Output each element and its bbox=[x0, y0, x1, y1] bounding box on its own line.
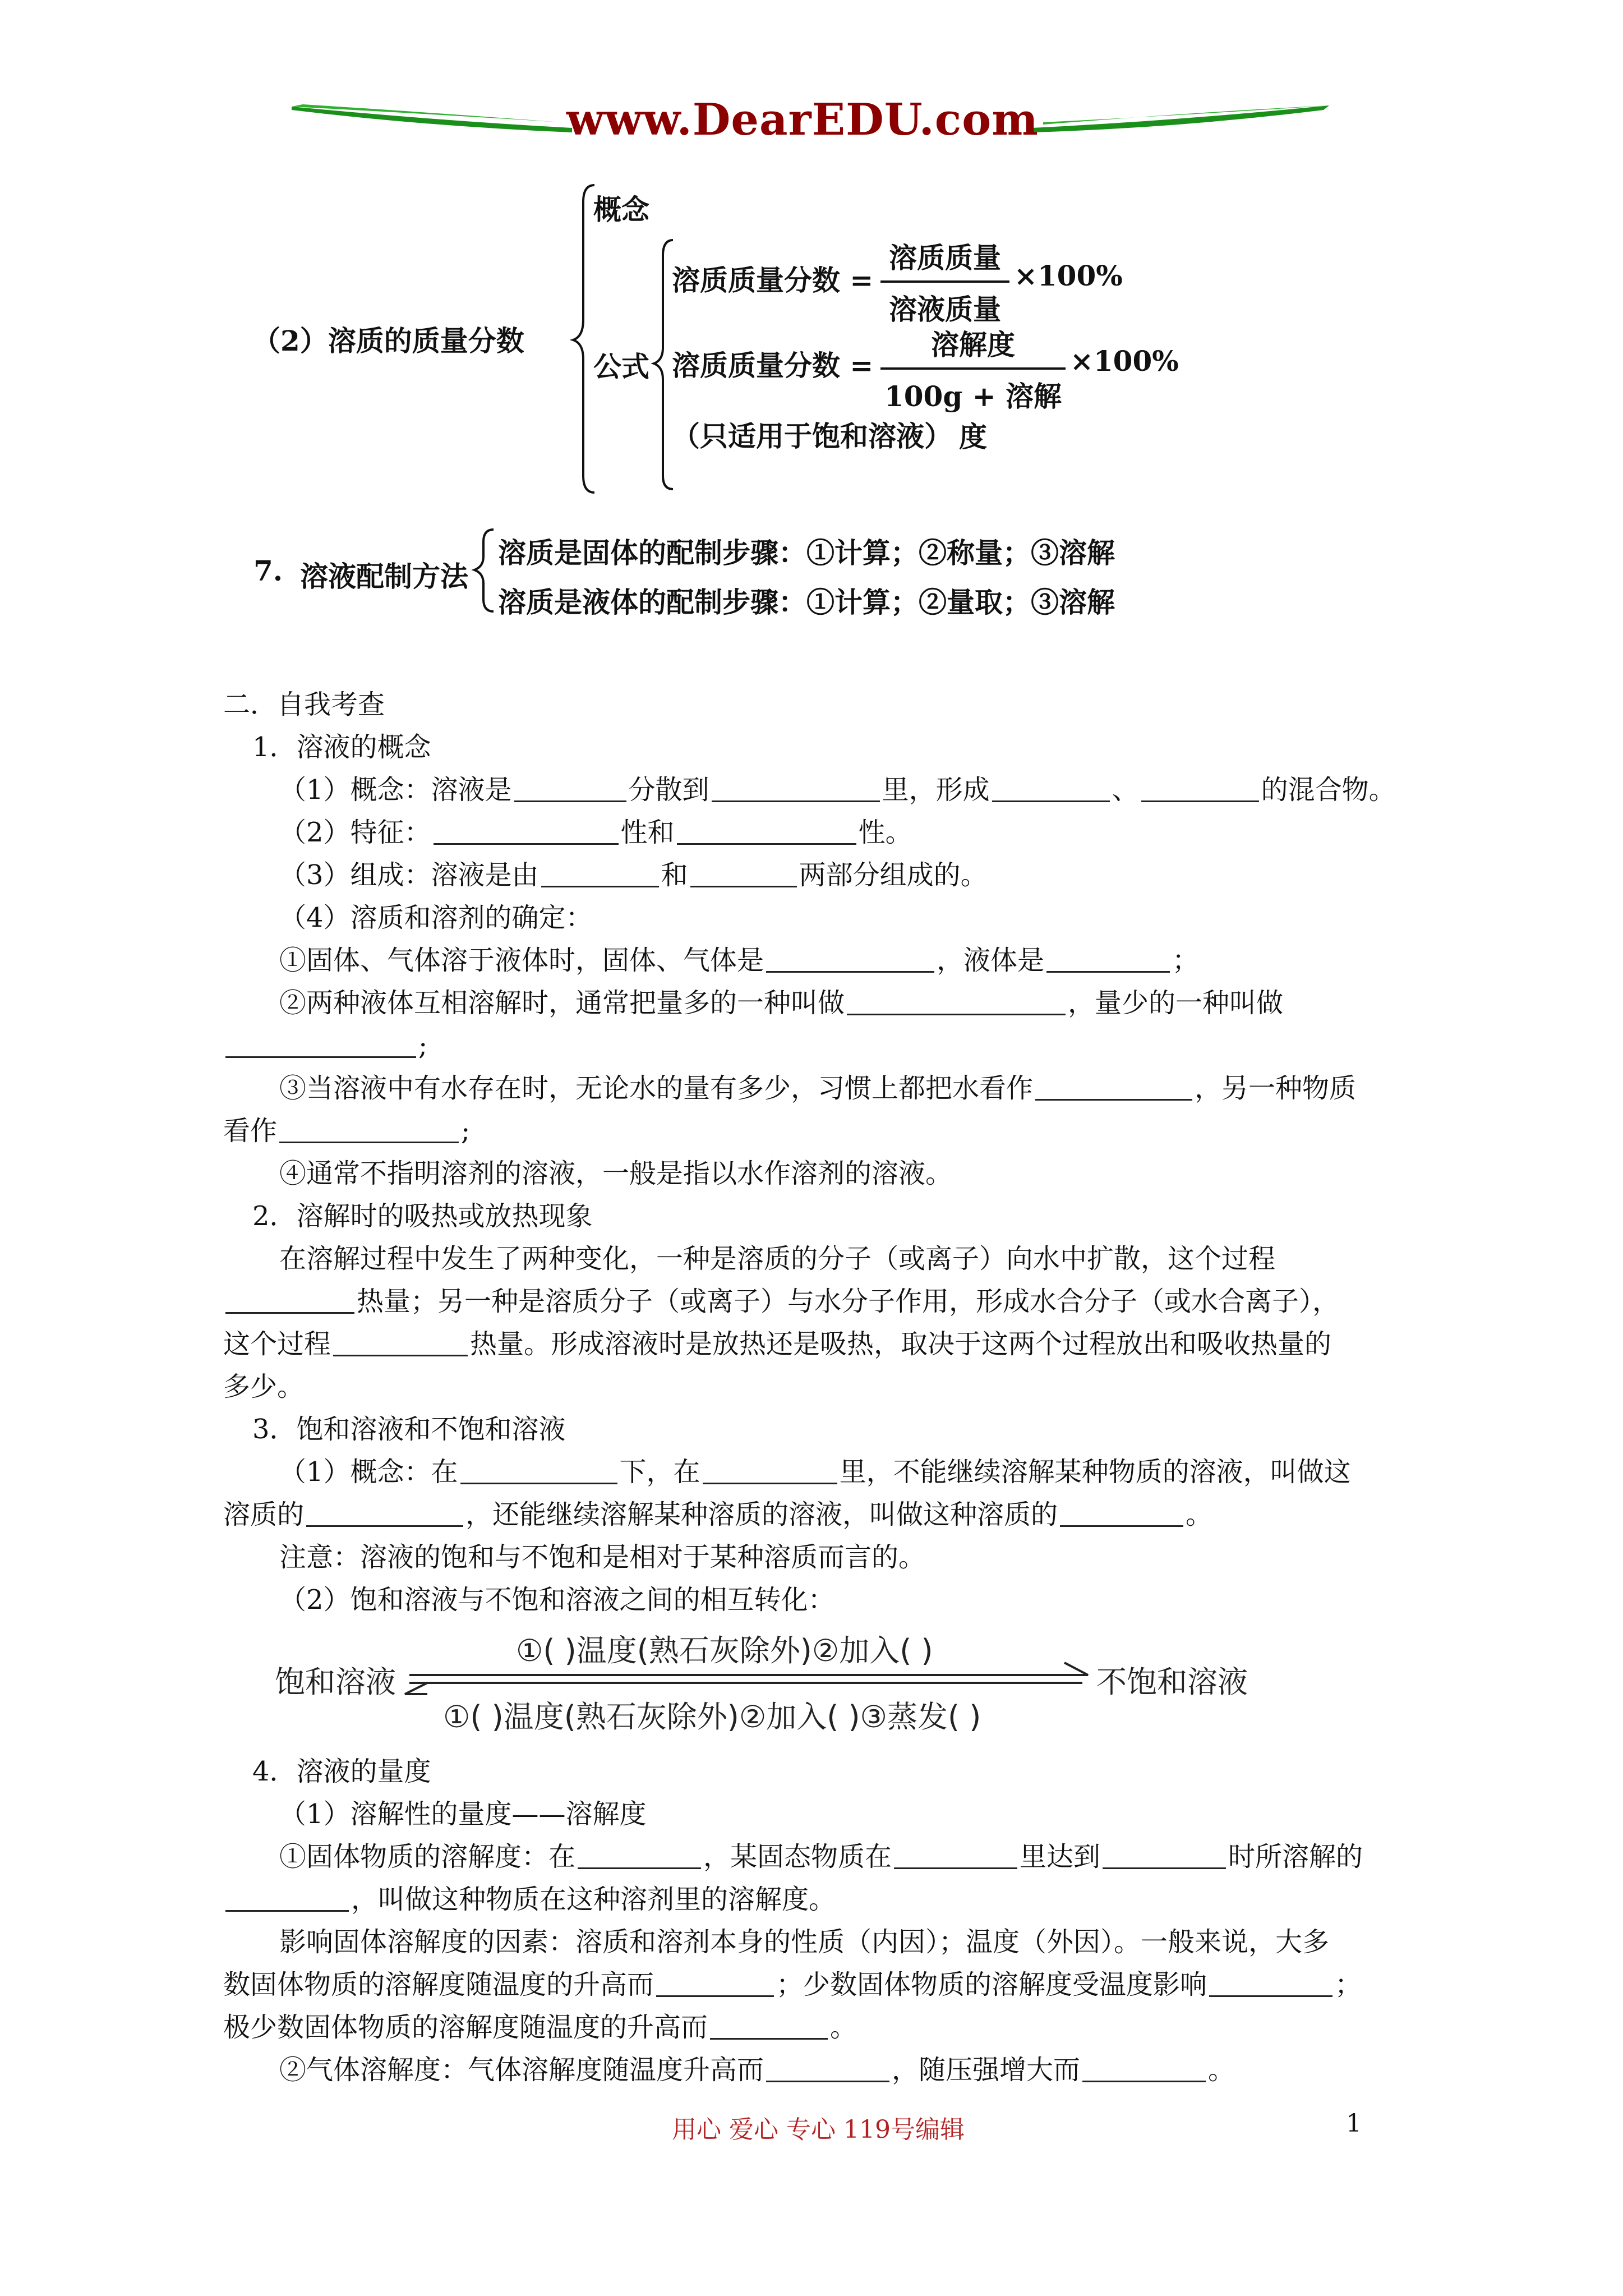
outline-braces bbox=[0, 0, 1623, 673]
s4-line7: ②气体溶解度：气体溶解度随温度升高而 ，随压强增大而 。 bbox=[279, 2054, 1235, 2086]
formula1-denominator: 溶液质量 bbox=[889, 293, 1001, 326]
outline-item2-label: （2）溶质的质量分数 bbox=[252, 324, 524, 357]
s1-line7b: 看作 ; bbox=[223, 1115, 471, 1147]
s1-title: 1．溶液的概念 bbox=[252, 731, 431, 763]
s3-line1: （1）概念：在 下，在 里，不能继续溶解某种物质的溶液，叫做这 bbox=[279, 1456, 1351, 1488]
s1-line4: （4）溶质和溶剂的确定： bbox=[279, 902, 593, 933]
outline-formula-label: 公式 bbox=[593, 350, 649, 383]
s1-line1: （1）概念：溶液是 分散到 里，形成 、 的混合物。 bbox=[279, 774, 1396, 806]
s4-line3: ，叫做这种物质在这种溶剂里的溶解度。 bbox=[223, 1878, 836, 1921]
s4-line6: 极少数固体物质的溶解度随温度的升高而 。 bbox=[223, 2012, 857, 2043]
diagram-top-condition: ①( )温度(熟石灰除外)②加入( ) bbox=[516, 1633, 933, 1668]
s2-line2: 热量；另一种是溶质分子（或离子）与水分子作用，形成水合分子（或水合离子）， bbox=[223, 1280, 1339, 1323]
s4-line1: （1）溶解性的量度——溶解度 bbox=[279, 1798, 647, 1830]
s1-line7: ③当溶液中有水存在时，无论水的量有多少，习惯上都把水看作 ，另一种物质 bbox=[279, 1073, 1357, 1104]
diagram-left-label: 饱和溶液 bbox=[275, 1664, 396, 1700]
s3-line3: 注意：溶液的饱和与不饱和是相对于某种溶质而言的。 bbox=[279, 1542, 926, 1573]
s2-line1: 在溶解过程中发生了两种变化，一种是溶质的分子（或离子）向水中扩散，这个过程 bbox=[279, 1243, 1276, 1274]
s1-line5: ①固体、气体溶于液体时，固体、气体是 ，液体是 ； bbox=[279, 945, 1200, 976]
s4-line5: 数固体物质的溶解度随温度的升高而 ；少数固体物质的溶解度受温度影响 ； bbox=[223, 1969, 1362, 2000]
formula2-multiplier: ×100% bbox=[1070, 344, 1179, 378]
formula2-denominator: 100g + 溶解度 bbox=[884, 380, 1062, 453]
s1-line8: ④通常不指明溶剂的溶液，一般是指以水作溶剂的溶液。 bbox=[279, 1158, 953, 1189]
formula1-multiplier: ×100% bbox=[1014, 259, 1123, 292]
s4-line4: 影响固体溶解度的因素：溶质和溶剂本身的性质（内因）；温度（外因）。一般来说，大多 bbox=[279, 1926, 1330, 1958]
outline-concept: 概念 bbox=[593, 193, 649, 226]
formula1-lhs: 溶质质量分数 = bbox=[672, 264, 874, 297]
diagram-right-label: 不饱和溶液 bbox=[1096, 1664, 1248, 1700]
formula-note: （只适用于饱和溶液） bbox=[672, 420, 952, 453]
formula1-numerator: 溶质质量 bbox=[889, 241, 1001, 274]
s1-line6b: ; bbox=[223, 1024, 427, 1067]
site-url: www.DearEDU.com bbox=[566, 94, 1039, 145]
s3-line4: （2）饱和溶液与不饱和溶液之间的相互转化： bbox=[279, 1584, 835, 1616]
conversion-diagram bbox=[275, 1627, 1273, 1739]
s4-title: 4．溶液的量度 bbox=[252, 1756, 431, 1787]
s1-line6: ②两种液体互相溶解时，通常把量多的一种叫做 ，量少的一种叫做 bbox=[279, 987, 1284, 1019]
item7-label: 溶液配制方法 bbox=[300, 560, 468, 593]
item7-line1: 溶质是固体的配制步骤：①计算；②称量；③溶解 bbox=[498, 536, 1115, 569]
page-number: 1 bbox=[1346, 2109, 1362, 2138]
diagram-bottom-condition: ①( )温度(熟石灰除外)②加入( )③蒸发( ) bbox=[443, 1699, 981, 1734]
s1-line3: （3）组成：溶液是由 和 两部分组成的。 bbox=[279, 859, 988, 891]
s2-title: 2．溶解时的吸热或放热现象 bbox=[252, 1200, 593, 1232]
formula2-lhs: 溶质质量分数 = bbox=[672, 349, 874, 382]
s2-line3: 这个过程 热量。形成溶液时是放热还是吸热，取决于这两个过程放出和吸收热量的 bbox=[223, 1328, 1332, 1360]
s4-line2: ①固体物质的溶解度：在 ，某固态物质在 里达到 时所溶解的 bbox=[279, 1841, 1363, 1872]
item7-number: 7. bbox=[253, 554, 283, 587]
s1-line2: （2）特征： 性和 性。 bbox=[279, 817, 912, 848]
item7-line2: 溶质是液体的配制步骤：①计算；②量取；③溶解 bbox=[498, 586, 1115, 619]
s3-title: 3．饱和溶液和不饱和溶液 bbox=[252, 1414, 566, 1445]
section2-title: 二．自我考查 bbox=[223, 689, 385, 720]
formula2-numerator: 溶解度 bbox=[931, 328, 1015, 361]
s2-line4: 多少。 bbox=[223, 1371, 305, 1402]
formula1-fraction bbox=[880, 236, 1009, 328]
s3-line2: 溶质的 ，还能继续溶解某种溶质的溶液，叫做这种溶质的 。 bbox=[223, 1499, 1213, 1530]
footer-text: 用心 爱心 专心 119号编辑 bbox=[672, 2115, 965, 2144]
